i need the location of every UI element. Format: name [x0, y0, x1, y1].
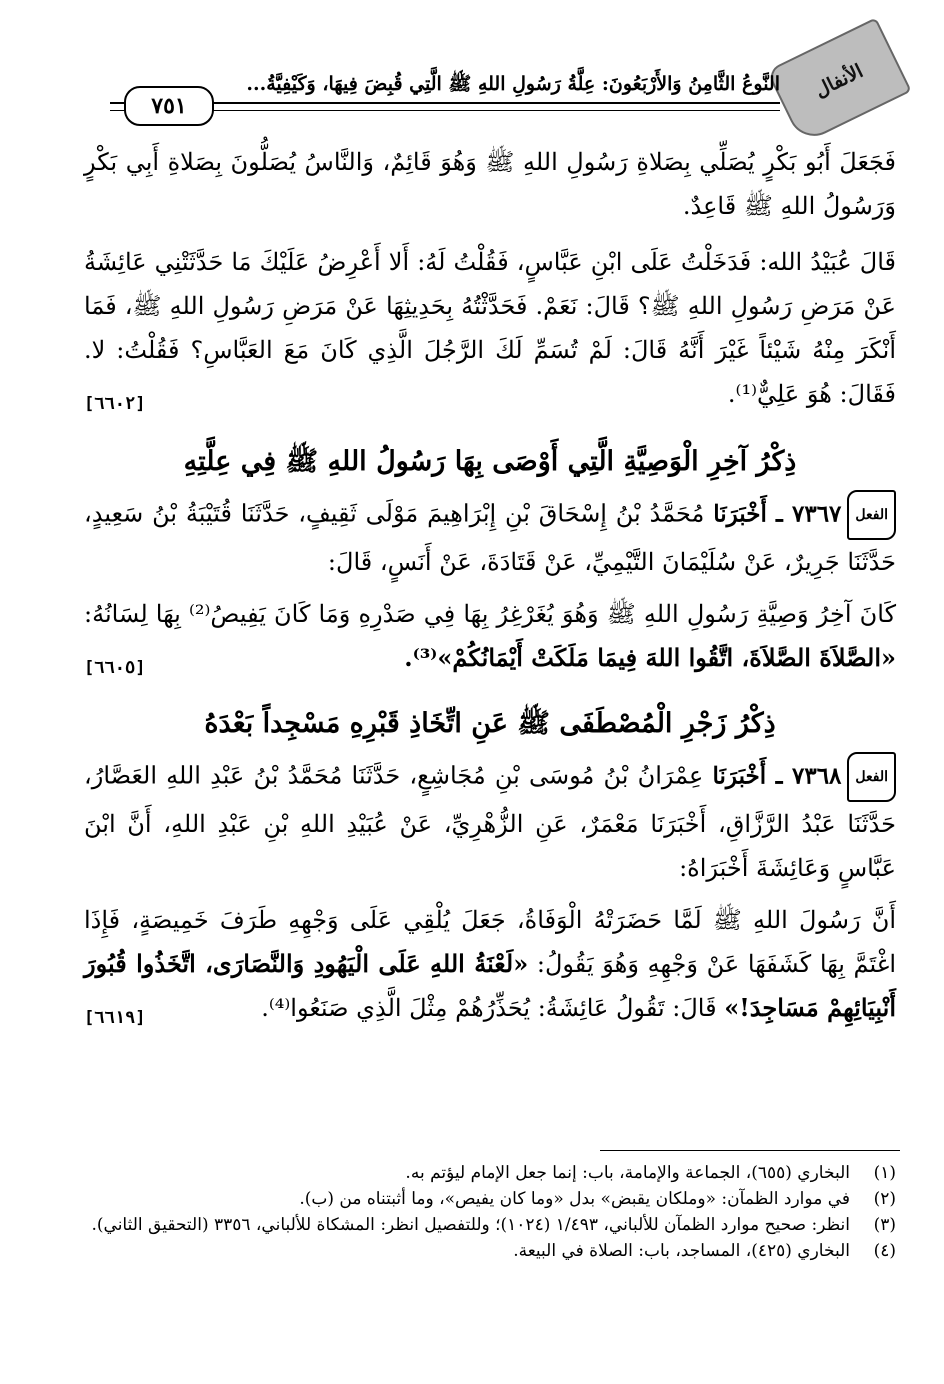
prophetic-quote: «الصَّلاَةَ الصَّلاَةَ، اتَّقُوا اللهَ فِيمَا مَلَكَتْ أَيْمَانُكُمْ»⁽³⁾.: [404, 643, 896, 672]
footnote: [84, 1160, 896, 1186]
paragraph-1: فَجَعَلَ أَبُو بَكْرٍ يُصَلِّي بِصَلاةِ رَسُولِ اللهِ ﷺ وَهُوَ قَائِمٌ، وَالنَّاسُ يُصَلُّونَ بِصَلاةِ أَبِي بَكْرٍ وَرَسُولُ اللهِ ﷺ قَاعِدٌ.: [84, 148, 897, 220]
hadith-7367-isnad: [84, 490, 896, 584]
page-number-box: [124, 86, 214, 126]
hadith-7368-matn: [84, 898, 896, 1030]
section-heading-2: ذِكْرُ زَجْرِ الْمُصْطَفَى ﷺ عَنِ اتِّخَاذِ قَبْرِهِ مَسْجِداً بَعْدَهُ: [204, 708, 776, 739]
matn-text-2: قَالَ: تَقُولُ عَائِشَةُ: يُحَذِّرُهُمْ مِثْلَ الَّذِي صَنَعُوا⁽⁴⁾.: [261, 994, 717, 1022]
hadith-type-tag: الفعل: [847, 752, 896, 802]
paragraph-2-block: [84, 240, 896, 416]
footnote-number: (١): [873, 1163, 896, 1183]
footnote-text: انظر: صحيح موارد الظمآن للألباني، ١/٤٩٣ (١٠٢٤)؛ وللتفصيل انظر: المشكاة للألباني، ٣٣٥٦ (التحقيق الثاني).: [91, 1215, 850, 1235]
paragraph-2: قَالَ عُبَيْدُ الله: فَدَخَلْتُ عَلَى ابْنِ عَبَّاسٍ، فَقُلْتُ لَهُ: أَلا أَعْرِضُ عَلَيْكَ مَا حَدَّثَتْنِي عَائِشَةُ عَنْ مَرَضِ رَسُولِ اللهِ ﷺ؟ قَالَ: نَعَمْ. فَحَدَّثْتُهُ بِحَدِيثِهَا عَنْ مَرَضِ رَسُولِ اللهِ ﷺ، فَمَا أَنْكَرَ مِنْهُ شَيْئاً غَيْرَ أَنَّهُ قَالَ: لَمْ تُسَمِّ لَكَ الرَّجُلَ الَّذِي كَانَ مَعَ العَبَّاسِ؟ فَقُلْتُ: لا. فَقَالَ: هُوَ عَلِيٌّ⁽¹⁾.: [84, 248, 897, 408]
chapter-badge-label: الأنفال: [811, 60, 867, 102]
chapter-badge: [766, 17, 912, 144]
matn-text: كَانَ آخِرُ وَصِيَّةِ رَسُولِ اللهِ ﷺ وَهُوَ يُغَرْغِرُ بِهَا فِي صَدْرِهِ وَمَا كَانَ يَفِيصُ⁽²⁾ بِهَا لِسَانُهُ:: [84, 600, 896, 628]
main-text: [84, 140, 896, 1030]
page-number: ٧٥١: [151, 93, 187, 119]
footnote-text: في موارد الظمآن: «وملكان يقبض» بدل «وما كان يفيص»، وما أثبتناه من (ب).: [299, 1189, 850, 1209]
isnad-text: عِمْرَانُ بْنُ مُوسَى بْنِ مُجَاشِعٍ، حَدَّثَنَا مُحَمَّدُ بْنُ عَبْدِ اللهِ العَصَّارُ، حَدَّثَنَا عَبْدُ الرَّزَّاقِ، أَخْبَرَنَا مَعْمَرٌ، عَنِ الزُّهْرِيِّ، عَنْ عُبَيْدِ اللهِ بْنِ عَبْدِ اللهِ، أَنَّ ابْنَ عَبَّاسٍ وَعَائِشَةَ أَخْبَرَاهُ:: [84, 761, 896, 882]
footnote: [84, 1238, 896, 1264]
hadith-ref: [٦٦٠٢]: [84, 394, 146, 414]
hadith-7367-matn: [84, 592, 896, 680]
hadith-7367-matn-block: [84, 592, 896, 680]
prophetic-quote: «لَعْنَةُ اللهِ عَلَى الْيَهُودِ وَالنَّصَارَى، اتَّخَذُوا قُبُورَ أَنْبِيَائِهِمْ مَسَاجِدَ!»: [84, 949, 896, 1022]
footnote-text: البخاري (٦٥٥)، الجماعة والإمامة، باب: إنما جعل الإمام ليؤتم به.: [405, 1163, 850, 1183]
footnote-text: البخاري (٤٢٥)، المساجد، باب: الصلاة في البيعة.: [513, 1241, 850, 1261]
isnad-text: مُحَمَّدُ بْنُ إِسْحَاقَ بْنِ إِبْرَاهِيمَ مَوْلَى ثَقِيفٍ، حَدَّثَنَا قُتَيْبَةُ بْنُ سَعِيدٍ، حَدَّثَنَا جَرِيرٌ، عَنْ سُلَيْمَانَ التَّيْمِيِّ، عَنْ قَتَادَةَ، عَنْ أَنَسٍ، قَالَ:: [84, 499, 896, 576]
footnote: [84, 1186, 896, 1212]
hadith-ref: [٦٦٠٥]: [84, 658, 146, 678]
hadith-ref: [٦٦١٩]: [84, 1008, 146, 1028]
running-header: [80, 40, 900, 130]
footnote-number: (٤): [873, 1241, 896, 1261]
footnote: [84, 1212, 896, 1238]
footnote-number: (٣): [873, 1215, 896, 1235]
section-heading-1: ذِكْرُ آخِرِ الْوَصِيَّةِ الَّتِي أَوْصَى بِهَا رَسُولُ اللهِ ﷺ فِي عِلَّتِهِ: [183, 446, 797, 477]
hadith-number: ٧٣٦٨ ـ أَخْبَرَنَا: [712, 762, 842, 790]
matn-text: أَنَّ رَسُولَ اللهِ ﷺ لَمَّا حَضَرَتْهُ الْوَفَاةُ، جَعَلَ يُلْقِي عَلَى وَجْهِهِ طَرَفَ خَمِيصَةٍ، فَإِذَا اغْتَمَّ بِهَا كَشَفَهَا عَنْ وَجْهِهِ وَهُوَ يَقُولُ:: [84, 906, 897, 978]
hadith-7368-matn-block: [84, 898, 896, 1030]
hadith-number: ٧٣٦٧ ـ أَخْبَرَنَا: [713, 500, 842, 528]
hadith-7368-isnad: [84, 752, 896, 890]
hadith-type-tag: الفعل: [847, 490, 896, 540]
footnotes: [84, 1160, 896, 1264]
running-title: النَّوعُ الثَّامِنُ وَالأَرْبَعُونَ: عِلَّةُ رَسُولِ اللهِ ﷺ الَّتِي قُبِضَ فِيهَا، وَكَيْفِيَّةُ...: [246, 73, 780, 95]
footnote-number: (٢): [873, 1189, 896, 1209]
footnote-rule: [600, 1150, 900, 1151]
